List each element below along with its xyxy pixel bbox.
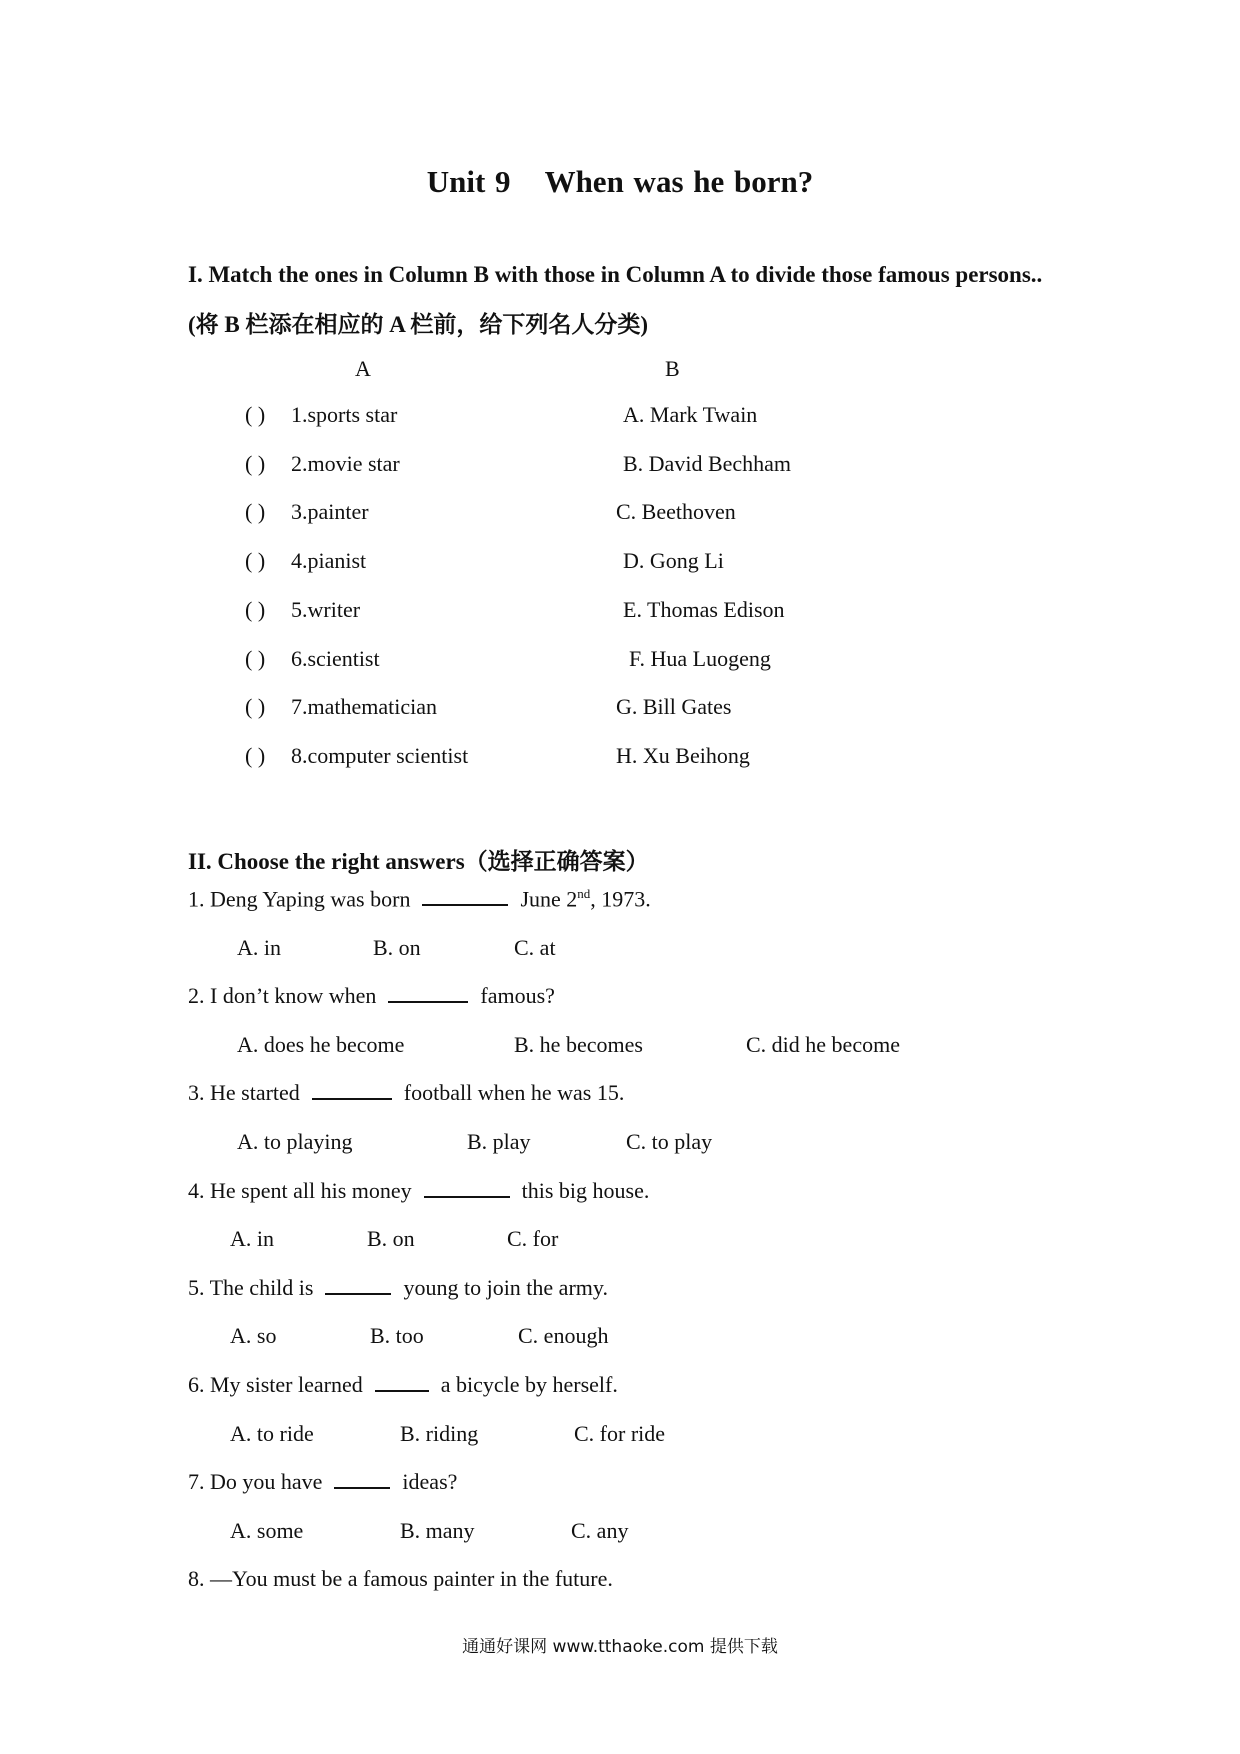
match-person: D. Gong Li (623, 548, 724, 573)
match-row (0, 694, 1240, 734)
match-role: 1.sports star (291, 402, 398, 427)
match-person: G. Bill Gates (616, 694, 732, 719)
answer-bracket[interactable]: ( ) (245, 402, 266, 427)
option[interactable]: B. many (400, 1518, 475, 1543)
page-title (0, 164, 1240, 200)
option[interactable]: C. to play (626, 1129, 713, 1154)
match-row (0, 499, 1240, 539)
match-person: A. Mark Twain (623, 402, 758, 427)
answer-bracket[interactable]: ( ) (245, 597, 266, 622)
match-row (0, 597, 1240, 637)
answer-bracket[interactable]: ( ) (245, 694, 266, 719)
question-3: 3. He started football when he was 15. (188, 1080, 625, 1105)
match-row (0, 451, 1240, 491)
unit-question: When was he born? (544, 164, 814, 199)
option[interactable]: C. at (514, 935, 556, 960)
unit-label: Unit 9 (426, 164, 511, 199)
answer-bracket[interactable]: ( ) (245, 499, 266, 524)
answer-bracket[interactable]: ( ) (245, 548, 266, 573)
question-2: 2. I don’t know when famous? (188, 983, 555, 1008)
match-row (0, 402, 1240, 442)
answer-blank[interactable] (424, 1195, 510, 1198)
question-5: 5. The child is young to join the army. (188, 1275, 608, 1300)
column-a-header: A (355, 356, 371, 381)
option[interactable]: C. any (571, 1518, 629, 1543)
answer-bracket[interactable]: ( ) (245, 743, 266, 768)
match-role: 4.pianist (291, 548, 367, 573)
match-person: C. Beethoven (616, 499, 736, 524)
option[interactable]: A. in (230, 1226, 274, 1251)
section-1-heading: I. Match the ones in Column B with those in Column A to divide those famous persons..(将 B 栏添在相应的 A 栏前，给下列名人分类) (188, 262, 1043, 337)
question-8: 8. —You must be a famous painter in the future. (188, 1566, 613, 1591)
option[interactable]: A. to playing (237, 1129, 353, 1154)
option[interactable]: B. on (373, 935, 421, 960)
answer-bracket[interactable]: ( ) (245, 646, 266, 671)
match-role: 3.painter (291, 499, 369, 524)
match-role: 5.writer (291, 597, 361, 622)
option[interactable]: B. he becomes (514, 1032, 643, 1057)
option[interactable]: C. enough (518, 1323, 609, 1348)
option[interactable]: C. for ride (574, 1421, 666, 1446)
option[interactable]: A. in (237, 935, 281, 960)
answer-blank[interactable] (312, 1097, 392, 1100)
answer-bracket[interactable]: ( ) (245, 451, 266, 476)
option[interactable]: A. so (230, 1323, 277, 1348)
page-footer: 通通好课网 www.tthaoke.com 提供下载 (462, 1637, 778, 1657)
answer-blank[interactable] (334, 1486, 390, 1489)
question-1: 1. Deng Yaping was born June 2nd, 1973. (188, 886, 651, 912)
option[interactable]: B. riding (400, 1421, 479, 1446)
answer-blank[interactable] (422, 903, 508, 906)
option[interactable]: A. does he become (237, 1032, 405, 1057)
option[interactable]: C. did he become (746, 1032, 900, 1057)
match-row (0, 548, 1240, 588)
match-role: 8.computer scientist (291, 743, 469, 768)
option[interactable]: A. to ride (230, 1421, 314, 1446)
option[interactable]: B. on (367, 1226, 415, 1251)
match-row (0, 743, 1240, 783)
question-4: 4. He spent all his money this big house. (188, 1178, 650, 1203)
match-person: E. Thomas Edison (623, 597, 785, 622)
match-role: 6.scientist (291, 646, 380, 671)
answer-blank[interactable] (388, 1000, 468, 1003)
match-person: H. Xu Beihong (616, 743, 750, 768)
answer-blank[interactable] (375, 1389, 429, 1392)
match-person: B. David Bechham (623, 451, 792, 476)
option[interactable]: A. some (230, 1518, 304, 1543)
question-7: 7. Do you have ideas? (188, 1469, 458, 1494)
answer-blank[interactable] (325, 1292, 391, 1295)
section-2-heading: II. Choose the right answers（选择正确答案） (188, 849, 649, 874)
option[interactable]: C. for (507, 1226, 559, 1251)
option[interactable]: B. too (370, 1323, 424, 1348)
match-person: F. Hua Luogeng (629, 646, 771, 671)
match-role: 2.movie star (291, 451, 400, 476)
match-row (0, 646, 1240, 686)
option[interactable]: B. play (467, 1129, 531, 1154)
question-6: 6. My sister learned a bicycle by herself. (188, 1372, 618, 1397)
column-b-header: B (665, 356, 680, 381)
match-role: 7.mathematician (291, 694, 437, 719)
